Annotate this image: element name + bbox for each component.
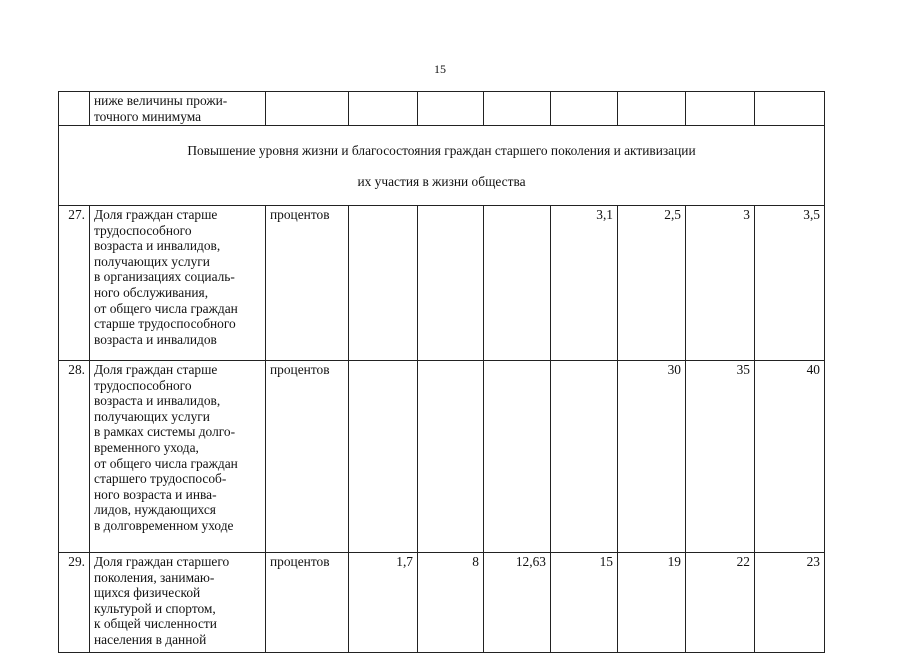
section-header-row: [59, 126, 825, 206]
value-cell: 3,5: [755, 205, 825, 360]
unit-cell: [266, 92, 349, 126]
unit-cell: процентов: [266, 552, 349, 652]
value-cell: [484, 360, 551, 552]
indicator-description: Доля граждан старше трудоспособного возраста и инвалидов, получающих услуги в рамках системы долго- временного ухода, от общего числа граждан старшего трудоспособ- ного возраста и инва- лидов, нуждающихся в долговременном уходе: [90, 360, 266, 552]
indicator-description: ниже величины прожи- точного минимума: [90, 92, 266, 126]
value-cell: [484, 205, 551, 360]
section-title-line-2: их участия в жизни общества: [357, 173, 526, 189]
value-cell: [418, 205, 484, 360]
row-number: [59, 92, 90, 126]
value-cell: [686, 92, 755, 126]
value-cell: [418, 92, 484, 126]
table-row-29: [59, 552, 825, 652]
value-cell: 19: [618, 552, 686, 652]
row-number: 28.: [59, 360, 90, 552]
value-cell: 22: [686, 552, 755, 652]
value-cell: 40: [755, 360, 825, 552]
indicator-description: Доля граждан старше трудоспособного возраста и инвалидов, получающих услуги в организациях социаль- ного обслуживания, от общего числа граждан старше трудоспособного возраста и инвалидов: [90, 205, 266, 360]
value-cell: 8: [418, 552, 484, 652]
value-cell: [755, 92, 825, 126]
value-cell: [349, 205, 418, 360]
indicators-table: [58, 91, 825, 653]
value-cell: [349, 360, 418, 552]
value-cell: [484, 92, 551, 126]
value-cell: [349, 92, 418, 126]
value-cell: 35: [686, 360, 755, 552]
section-title-line-1: Повышение уровня жизни и благосостояния граждан старшего поколения и активизации: [187, 142, 696, 158]
value-cell: 12,63: [484, 552, 551, 652]
value-cell: 3: [686, 205, 755, 360]
value-cell: 15: [551, 552, 618, 652]
section-header: [59, 126, 825, 206]
unit-cell: процентов: [266, 360, 349, 552]
page-number: 15: [434, 62, 446, 76]
table-row-27: [59, 205, 825, 360]
value-cell: 1,7: [349, 552, 418, 652]
value-cell: 2,5: [618, 205, 686, 360]
value-cell: [551, 92, 618, 126]
indicator-description: Доля граждан старшего поколения, занимаю- щихся физической культурой и спортом, к общей численности населения в данной: [90, 552, 266, 652]
table-row-28: [59, 360, 825, 552]
value-cell: [418, 360, 484, 552]
unit-cell: процентов: [266, 205, 349, 360]
value-cell: [551, 360, 618, 552]
value-cell: [618, 92, 686, 126]
value-cell: 23: [755, 552, 825, 652]
row-number: 27.: [59, 205, 90, 360]
value-cell: 30: [618, 360, 686, 552]
value-cell: 3,1: [551, 205, 618, 360]
table-row-continuation: [59, 92, 825, 126]
row-number: 29.: [59, 552, 90, 652]
